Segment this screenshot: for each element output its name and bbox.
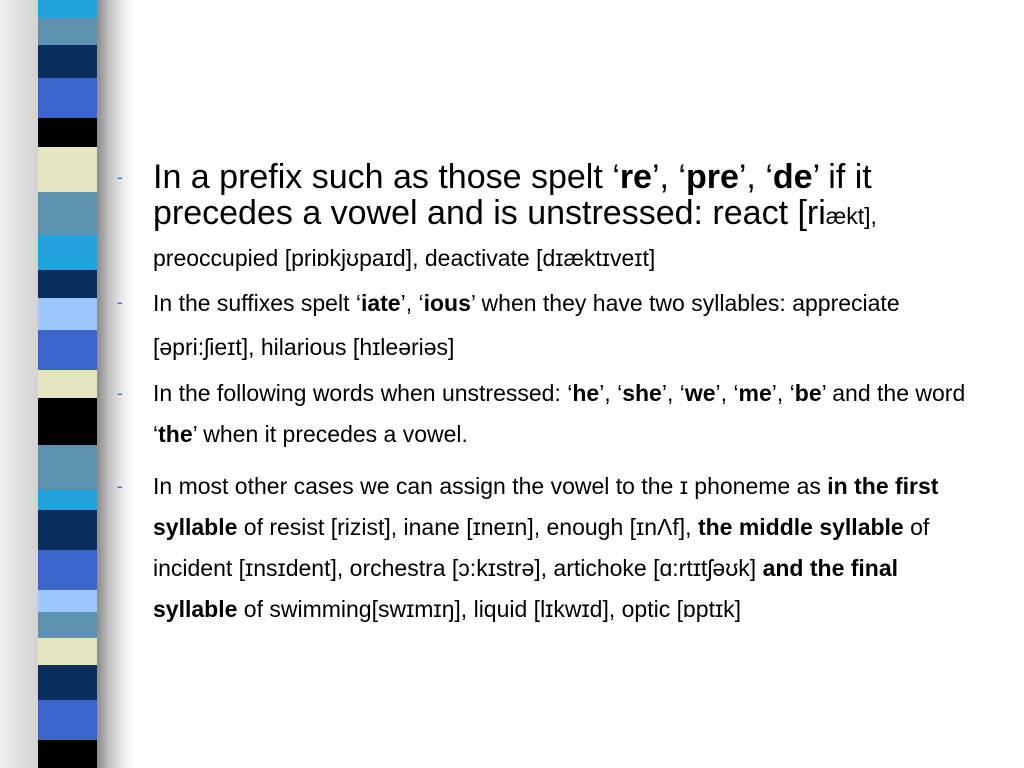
strip-block bbox=[38, 490, 97, 510]
key-term: we bbox=[684, 380, 716, 406]
strip-block bbox=[38, 0, 97, 18]
bullet-marker: - bbox=[117, 477, 123, 496]
bullet-text: ’ when it precedes a vowel. bbox=[192, 421, 468, 447]
strip-block bbox=[38, 147, 97, 192]
bullet-text: ’, ‘ bbox=[661, 380, 685, 406]
bullet-text: ’, ‘ bbox=[715, 380, 739, 406]
bullet-item bbox=[117, 373, 985, 455]
key-term: iate bbox=[360, 290, 401, 316]
bullet-text: ’ if it precedes a vowel and is unstressed: react [ri bbox=[153, 158, 872, 232]
strip-block bbox=[38, 700, 97, 740]
key-term: re bbox=[619, 158, 652, 196]
strip-block bbox=[38, 740, 97, 768]
strip-block bbox=[38, 665, 97, 700]
strip-block bbox=[38, 298, 97, 330]
bullet-marker: - bbox=[117, 168, 123, 187]
bullet-text: ’, ‘ bbox=[738, 158, 773, 196]
bullet-item bbox=[117, 158, 985, 279]
bullet-text: of resist [rizist], inane [ɪneɪn], enough [ɪnΛf], bbox=[237, 514, 698, 540]
key-term: the bbox=[158, 421, 193, 447]
bullet-text: ’, ‘ bbox=[400, 290, 424, 316]
key-term: be bbox=[794, 380, 822, 406]
bullet-text: ’, ‘ bbox=[771, 380, 795, 406]
key-phrase: and the final syllable bbox=[153, 555, 899, 622]
key-term: ious bbox=[423, 290, 471, 316]
strip-block bbox=[38, 510, 97, 550]
key-term: de bbox=[772, 158, 813, 196]
decorative-strip bbox=[38, 0, 97, 768]
strip-block bbox=[38, 398, 97, 445]
bullet-text: In a prefix such as those spelt ‘ bbox=[153, 158, 620, 196]
bullet-text: of swimming[swɪmɪŋ], liquid [lɪkwɪd], optic [ɒptɪk] bbox=[237, 596, 742, 622]
bullet-item bbox=[117, 466, 985, 630]
key-term: me bbox=[738, 380, 772, 406]
key-term: she bbox=[622, 380, 662, 406]
bullet-marker: - bbox=[117, 384, 123, 403]
key-term: pre bbox=[685, 158, 739, 196]
bullet-item bbox=[117, 281, 985, 369]
strip-block bbox=[38, 445, 97, 490]
strip-block bbox=[38, 330, 97, 370]
bullet-text: In the suffixes spelt ‘ bbox=[153, 290, 361, 316]
key-term: he bbox=[572, 380, 600, 406]
bullet-text: of incident [ɪnsɪdent], orchestra [ɔ:kɪstrə], artichoke [ɑ:rtɪtʃəʊk] bbox=[153, 514, 930, 581]
bullet-text: ’, ‘ bbox=[599, 380, 623, 406]
strip-block bbox=[38, 270, 97, 298]
bullet-marker: - bbox=[117, 293, 123, 312]
bullet-text-small: ækt], preoccupied [priɒkjʊpaɪd], deactivate [dɪæktɪveɪt] bbox=[153, 203, 877, 271]
bullet-text: ’, ‘ bbox=[651, 158, 686, 196]
strip-block bbox=[38, 192, 97, 235]
strip-block bbox=[38, 18, 97, 45]
bullet-text: ’ when they have two syllables: appreciate [əpri:ʃieɪt], hilarious [hɪleəriəs] bbox=[153, 290, 900, 360]
strip-block bbox=[38, 370, 97, 398]
key-phrase: the middle syllable bbox=[697, 514, 904, 540]
bullet-text: In most other cases we can assign the vowel to the ɪ phoneme as bbox=[153, 473, 828, 499]
strip-block bbox=[38, 550, 97, 590]
strip-block bbox=[38, 118, 97, 147]
bullet-text: ’ and the word ‘ bbox=[153, 380, 966, 447]
key-phrase: in the first syllable bbox=[153, 473, 939, 540]
strip-block bbox=[38, 612, 97, 638]
strip-block bbox=[38, 45, 97, 78]
bullet-text: In the following words when unstressed: ‘ bbox=[153, 380, 573, 406]
strip-block bbox=[38, 235, 97, 270]
strip-block bbox=[38, 638, 97, 665]
strip-block bbox=[38, 78, 97, 118]
strip-block bbox=[38, 590, 97, 612]
